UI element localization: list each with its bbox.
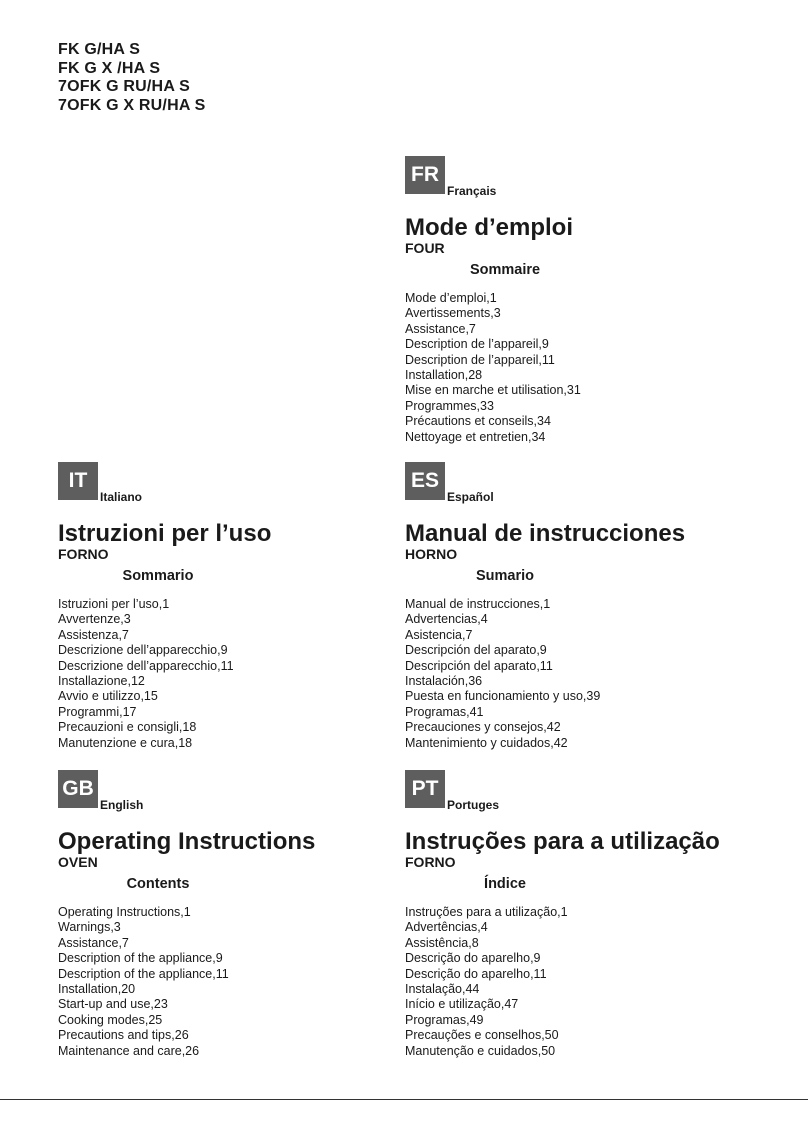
toc-item[interactable]: Precauzioni e consigli,18 — [58, 720, 197, 735]
toc-heading: Sommario — [122, 568, 194, 584]
toc-item[interactable]: Descrição do aparelho,11 — [405, 966, 547, 981]
toc-item[interactable]: Description of the appliance,9 — [58, 951, 223, 966]
toc-item[interactable]: Instalação,44 — [405, 982, 480, 997]
toc-item[interactable]: Assistance,7 — [58, 935, 129, 950]
section-es — [405, 462, 745, 751]
language-name: Español — [447, 490, 494, 504]
toc-item[interactable]: Advertencias,4 — [405, 612, 488, 627]
language-code-badge: PT — [405, 770, 445, 808]
appliance-type: FORNO — [58, 546, 109, 562]
language-name: Français — [447, 184, 497, 198]
toc-item[interactable]: Puesta en funcionamiento y uso,39 — [405, 689, 601, 704]
toc-item[interactable]: Installazione,12 — [58, 674, 145, 689]
model-name: 7OFK G X RU/HA S — [58, 96, 206, 114]
toc-heading: Sumario — [475, 568, 534, 584]
appliance-type: FORNO — [405, 854, 456, 870]
toc-heading: Índice — [484, 876, 526, 892]
appliance-type: HORNO — [405, 546, 458, 562]
toc-item[interactable]: Advertências,4 — [405, 920, 488, 935]
toc-item[interactable]: Descripción del aparato,11 — [405, 658, 553, 673]
manual-title: Mode d’emploi — [405, 214, 573, 241]
table-of-contents — [58, 597, 398, 751]
toc-item[interactable]: Manutenzione e cura,18 — [58, 735, 193, 750]
toc-item[interactable]: Precauciones y consejos,42 — [405, 720, 561, 735]
toc-item[interactable]: Descrição do aparelho,9 — [405, 951, 541, 966]
toc-item[interactable]: Descrizione dell’apparecchio,9 — [58, 643, 228, 658]
model-name: FK G/HA S — [58, 41, 141, 58]
table-of-contents — [405, 291, 745, 445]
section-gb — [58, 770, 398, 1059]
toc-item[interactable]: Instruções para a utilização,1 — [405, 905, 568, 919]
toc-item[interactable]: Istruzioni per l’uso,1 — [58, 597, 170, 611]
toc-item[interactable]: Description de l’appareil,11 — [405, 352, 555, 367]
toc-item[interactable]: Nettoyage et entretien,34 — [405, 429, 546, 444]
toc-item[interactable]: Programas,41 — [405, 704, 484, 719]
language-name: English — [100, 798, 144, 812]
model-name: 7OFK G RU/HA S — [58, 78, 190, 95]
toc-item[interactable]: Installation,28 — [405, 368, 483, 383]
manual-title: Operating Instructions — [58, 828, 316, 855]
toc-item[interactable]: Cooking modes,25 — [58, 1012, 163, 1027]
toc-item[interactable]: Warnings,3 — [58, 920, 121, 935]
toc-item[interactable]: Précautions et conseils,34 — [405, 414, 551, 429]
language-header — [405, 462, 745, 504]
language-name: Italiano — [100, 490, 143, 504]
toc-item[interactable]: Avvertenze,3 — [58, 612, 131, 627]
toc-item[interactable]: Programmes,33 — [405, 398, 494, 413]
manual-title: Instruções para a utilização — [405, 828, 720, 855]
language-code-badge: ES — [405, 462, 445, 500]
language-code-badge: FR — [405, 156, 445, 194]
language-name: Portuges — [447, 798, 500, 812]
toc-item[interactable]: Descrizione dell’apparecchio,11 — [58, 658, 234, 673]
appliance-type: FOUR — [405, 240, 445, 256]
table-of-contents — [405, 905, 745, 1059]
section-pt — [405, 770, 745, 1059]
toc-item[interactable]: Manual de instrucciones,1 — [405, 597, 551, 611]
table-of-contents — [405, 597, 745, 751]
toc-item[interactable]: Programas,49 — [405, 1012, 484, 1027]
bottom-divider — [0, 1099, 808, 1100]
toc-heading: Contents — [126, 876, 190, 892]
section-fr — [405, 156, 745, 445]
toc-item[interactable]: Precauções e conselhos,50 — [405, 1028, 559, 1043]
language-code-badge: IT — [58, 462, 98, 500]
toc-item[interactable]: Programmi,17 — [58, 704, 137, 719]
table-of-contents — [58, 905, 398, 1059]
language-header — [58, 770, 398, 812]
toc-item[interactable]: Manutenção e cuidados,50 — [405, 1043, 556, 1058]
toc-item[interactable]: Installation,20 — [58, 982, 136, 997]
model-list — [58, 41, 206, 115]
toc-item[interactable]: Start-up and use,23 — [58, 997, 168, 1012]
language-header — [405, 770, 745, 812]
manual-title: Istruzioni per l’uso — [58, 520, 272, 547]
manual-title: Manual de instrucciones — [405, 520, 686, 547]
toc-item[interactable]: Assistenza,7 — [58, 627, 129, 642]
toc-item[interactable]: Description of the appliance,11 — [58, 966, 229, 981]
toc-item[interactable]: Asistencia,7 — [405, 627, 473, 642]
toc-item[interactable]: Instalación,36 — [405, 674, 483, 689]
toc-item[interactable]: Avertissements,3 — [405, 306, 501, 321]
section-it — [58, 462, 398, 751]
toc-item[interactable]: Mise en marche et utilisation,31 — [405, 383, 581, 398]
toc-item[interactable]: Mode d’emploi,1 — [405, 291, 497, 305]
toc-item[interactable]: Avvio e utilizzo,15 — [58, 689, 158, 704]
toc-item[interactable]: Precautions and tips,26 — [58, 1028, 189, 1043]
appliance-type: OVEN — [58, 854, 98, 870]
toc-item[interactable]: Descripción del aparato,9 — [405, 643, 547, 658]
model-name: FK G X /HA S — [58, 59, 161, 77]
toc-item[interactable]: Início e utilização,47 — [405, 997, 519, 1012]
language-header — [405, 156, 745, 198]
toc-heading: Sommaire — [469, 262, 541, 278]
toc-item[interactable]: Maintenance and care,26 — [58, 1043, 200, 1058]
toc-item[interactable]: Mantenimiento y cuidados,42 — [405, 735, 568, 750]
toc-item[interactable]: Assistência,8 — [405, 935, 479, 950]
language-header — [58, 462, 398, 504]
toc-item[interactable]: Operating Instructions,1 — [58, 905, 191, 919]
toc-item[interactable]: Description de l’appareil,9 — [405, 337, 549, 352]
toc-item[interactable]: Assistance,7 — [405, 321, 476, 336]
language-code-badge: GB — [58, 770, 98, 808]
